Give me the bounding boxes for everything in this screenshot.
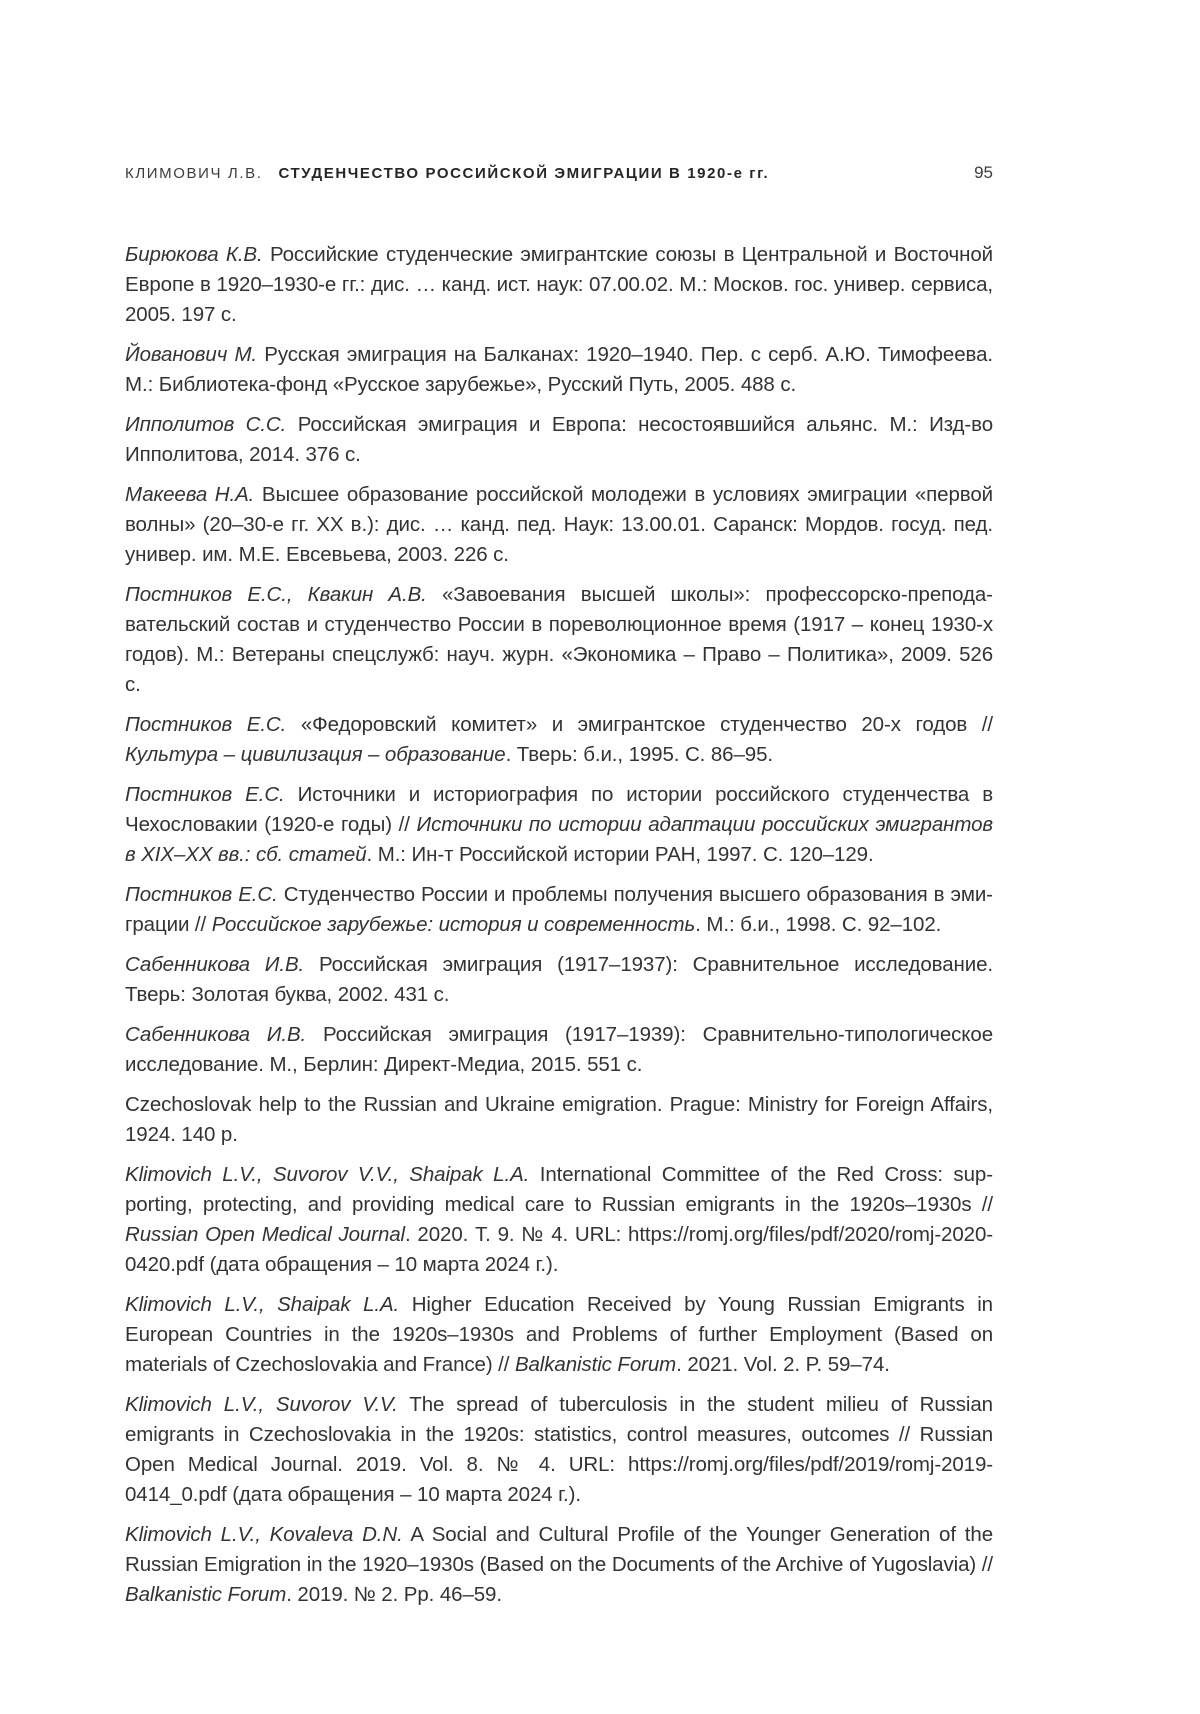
reference-segment: A Social and Cultural Profile of the Younger Generation of the Russian Emigration in the 1920–1930s (Based on the Documents of the Archive of Yugoslavia) // <box>125 1523 993 1576</box>
reference-segment-italic: Культура – цивилизация – образование <box>125 743 506 766</box>
reference-segment-italic: Klimovich L.V., Kovaleva D.N. <box>125 1523 403 1546</box>
reference-segment-italic: Balkanistic Forum <box>125 1583 287 1606</box>
reference-segment: . М.: б.и., 1998. С. 92–102. <box>695 913 942 936</box>
reference-entry <box>125 240 993 330</box>
reference-segment: Высшее образование российской молодежи в условиях эмиграции «первой волны» (20–30-е гг. XX в.): дис. … канд. пед. Наук: 13.00.01. Саранск: Мордов. госуд. пед. универ. им. М.Е. Евсевьева, 2003. 226 с. <box>125 483 993 566</box>
reference-segment-italic: Постников Е.С., Квакин А.В. <box>125 583 427 606</box>
reference-segment: . М.: Ин-т Российской истории РАН, 1997. С. 120–129. <box>366 843 874 866</box>
reference-entry <box>125 1290 993 1380</box>
reference-segment: Студенчество России и проблемы получения высшего образования в эмиграции // <box>125 883 993 936</box>
reference-entry <box>125 950 993 1010</box>
reference-segment-italic: Источники по истории адаптации российских эмигрантов в XIX–XX вв.: сб. статей <box>125 813 993 866</box>
references-list <box>125 240 993 1620</box>
reference-segment-italic: Klimovich L.V., Suvorov V.V., Shaipak L.A. <box>125 1163 530 1186</box>
header-author: КЛИМОВИЧ Л.В. <box>125 165 263 182</box>
reference-segment: Русская эмиграция на Балканах: 1920–1940. Пер. с серб. А.Ю. Тимофеева. М.: Библиотека-фонд «Русское зарубежье», Русский Путь, 2005. 488 с. <box>125 343 993 396</box>
reference-segment-italic: Russian Open Medical Journal <box>125 1223 406 1246</box>
reference-entry <box>125 410 993 470</box>
reference-segment: «Федоровский комитет» и эмигрантское студенчество 20-х годов // <box>286 713 993 736</box>
reference-segment: Czechoslovak help to the Russian and Ukraine emigration. Prague: Ministry for Foreign Affairs, 1924. 140 p. <box>125 1093 993 1146</box>
reference-segment: Российские студенческие эмигрантские союзы в Центральной и Восточной Европе в 1920–1930-е гг.: дис. … канд. ист. наук: 07.00.02. М.: Москов. гос. универ. сервиса, 2005. 197 с. <box>125 243 993 326</box>
reference-segment: . 2020. Т. 9. № 4. URL: https://romj.org/files/pdf/2020/romj-2020-0420.pdf (дата обращения – 10 марта 2024 г.). <box>125 1223 993 1276</box>
reference-entry <box>125 780 993 870</box>
reference-segment: Российская эмиграция (1917–1939): Сравнительно-типологическое исследование. М., Берлин: Директ-Медиа, 2015. 551 с. <box>125 1023 994 1076</box>
reference-segment-italic: Klimovich L.V., Shaipak L.A. <box>125 1293 400 1316</box>
reference-segment: «Завоевания высшей школы»: профессорско-преподавательский состав и студенчество России в пореволюционное время (1917 – конец 1930-х годов). М.: Ветераны спецслужб: науч. журн. «Экономика – Право – Политика», 2009. 526 с. <box>125 583 993 696</box>
reference-entry <box>125 1390 993 1510</box>
reference-segment: Российская эмиграция (1917–1937): Сравнительное исследование. Тверь: Золотая буква, 2002. 431 с. <box>125 953 993 1006</box>
reference-segment: Российская эмиграция и Европа: несостоявшийся альянс. М.: Изд-во Ипполитова, 2014. 376 с. <box>125 413 994 466</box>
reference-segment: The spread of tuberculosis in the student milieu of Russian emigrants in Czechoslovakia in the 1920s: statistics, control measures, outcomes // Russian Open Medical Journal. 2019. Vol. 8. № 4. URL: https://romj.org/files/pdf/2019/romj-2019-0414_0.pdf (дата обращения – 10 марта 2024 г.). <box>125 1393 993 1506</box>
reference-segment: . Тверь: б.и., 1995. С. 86–95. <box>505 743 773 766</box>
reference-segment-italic: Ипполитов С.С. <box>125 413 287 436</box>
reference-segment-italic: Сабенникова И.В. <box>125 1023 307 1046</box>
running-header-left <box>125 165 769 182</box>
reference-segment-italic: Постников Е.С. <box>125 713 287 736</box>
reference-entry <box>125 480 993 570</box>
reference-entry <box>125 340 993 400</box>
reference-entry <box>125 1160 993 1280</box>
reference-segment-italic: Бирюкова К.В. <box>125 243 263 266</box>
reference-segment: International Committee of the Red Cross: supporting, protecting, and providing medical care to Russian emigrants in the 1920s–1930s // <box>125 1163 994 1216</box>
reference-entry <box>125 1090 993 1150</box>
page-number: 95 <box>974 163 993 182</box>
reference-segment-italic: Российское зарубежье: история и современность <box>211 913 696 936</box>
reference-entry <box>125 1020 993 1080</box>
reference-segment-italic: Постников Е.С. <box>125 883 278 906</box>
reference-segment: Источники и историография по истории российского студенчества в Чехословакии (1920-е годы) // <box>125 783 994 836</box>
header-article-title: СТУДЕНЧЕСТВО РОССИЙСКОЙ ЭМИГРАЦИИ В 1920-е гг. <box>278 165 770 182</box>
reference-segment-italic: Макеева Н.А. <box>125 483 255 506</box>
reference-segment: . 2019. № 2. Pp. 46–59. <box>286 1583 502 1606</box>
reference-segment: Higher Education Received by Young Russian Emigrants in European Countries in the 1920s–1930s and Problems of further Employment (Based on materials of Czechoslovakia and France) // <box>125 1293 993 1376</box>
reference-segment: . 2021. Vol. 2. P. 59–74. <box>676 1353 890 1376</box>
reference-segment-italic: Постников Е.С. <box>125 783 285 806</box>
reference-entry <box>125 710 993 770</box>
reference-entry <box>125 580 993 700</box>
reference-segment-italic: Йованович М. <box>125 343 258 366</box>
reference-entry <box>125 880 993 940</box>
reference-entry <box>125 1520 993 1610</box>
reference-segment-italic: Balkanistic Forum <box>514 1353 677 1376</box>
reference-segment-italic: Klimovich L.V., Suvorov V.V. <box>125 1393 398 1416</box>
reference-segment-italic: Сабенникова И.В. <box>125 953 305 976</box>
running-header <box>125 163 993 183</box>
